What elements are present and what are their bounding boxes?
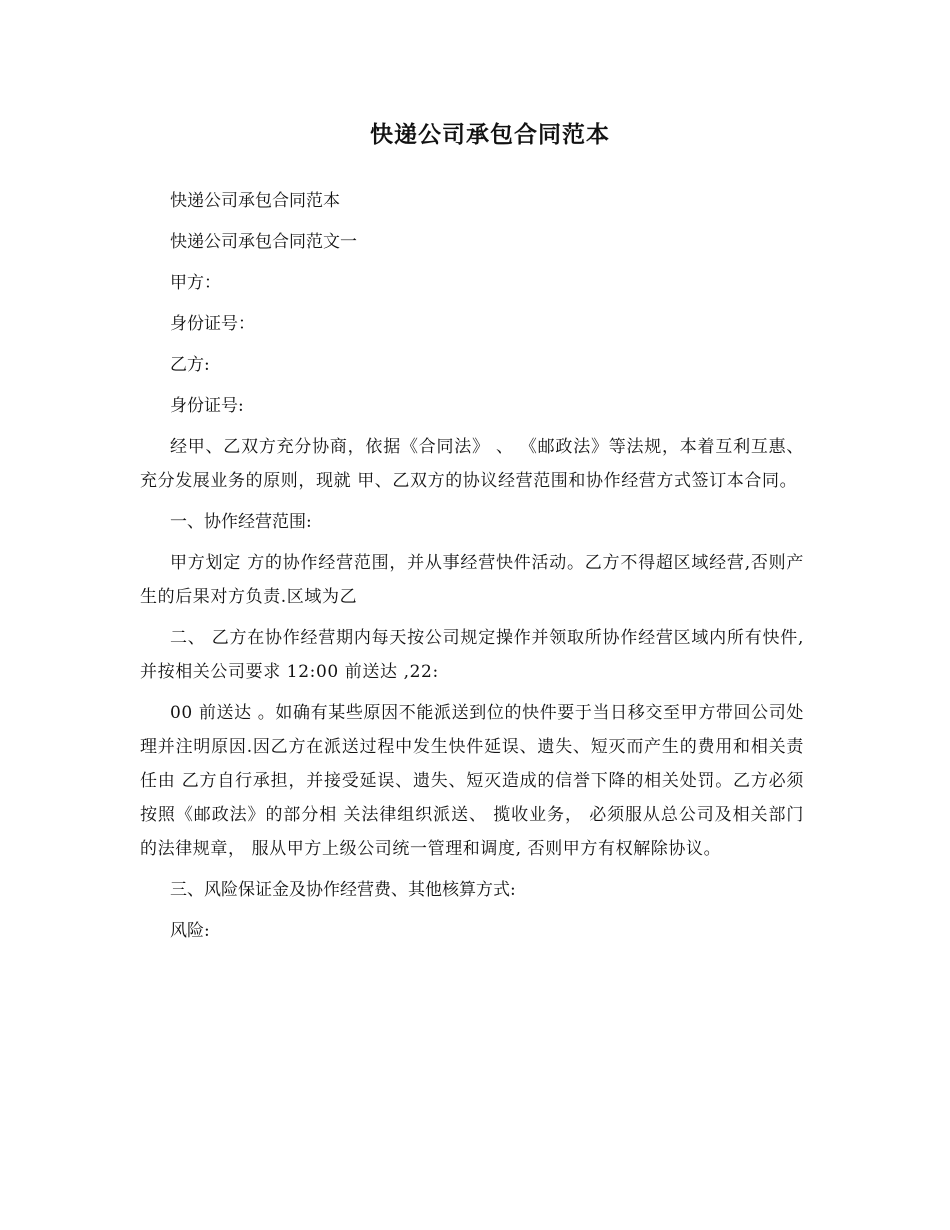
document-body [140,184,804,955]
section-heading-3: 三、风险保证金及协作经营费、其他核算方式: [170,880,516,900]
paragraph-section-1: 甲方划定 方的协作经营范围，并从事经营快件活动。乙方不得超区域经营,否则产生的后果对方负责.区域为乙 [140,553,804,607]
paragraph-section-2-continued: 00 前送达 。如确有某些原因不能派送到位的快件要于当日移交至甲方带回公司处理并注明原因.因乙方在派送过程中发生快件延误、遗失、短灭而产生的费用和相关责任由 乙方自行承担，并接受延误、遗失、短灭造成的信誉下降的相关处罚。乙方必须按照《邮政法》的部分相 关法律组织派送、 揽收业务， 必须服从总公司及相关部门的法律规章， 服从甲方上级公司统一管理和调度, 否则甲方有权解除协议。 [140,703,804,859]
paragraph-section-2: 二、 乙方在协作经营期内每天按公司规定操作并领取所协作经营区域内所有快件, 并按相关公司要求 12:00 前送达 ,22: [140,628,804,682]
paragraph-1: 快递公司承包合同范本 [170,191,340,211]
paragraph-risk: 风险: [170,921,210,941]
paragraph-id-number-b: 身份证号: [170,396,244,416]
paragraph-party-a: 甲方： [170,273,221,293]
section-heading-1: 一、协作经营范围: [170,512,312,532]
document-title: 快递公司承包合同范本 [370,121,610,148]
paragraph-id-number-a: 身份证号： [170,314,255,334]
paragraph-party-b: 乙方: [170,355,210,375]
paragraph-2: 快递公司承包合同范文一 [170,232,357,252]
paragraph-preamble: 经甲、乙双方充分协商，依据《合同法》 、 《邮政法》等法规，本着互利互惠、充分发展业务的原则，现就 甲、乙双方的协议经营范围和协作经营方式签订本合同。 [140,437,804,491]
